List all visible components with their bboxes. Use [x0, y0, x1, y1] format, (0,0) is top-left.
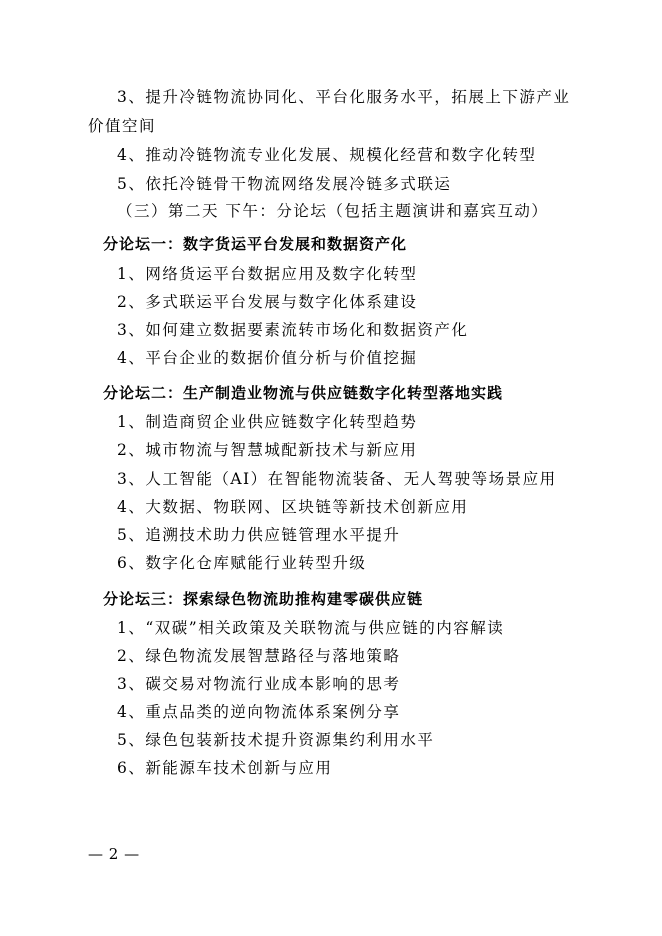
intro-item-3: 3、提升冷链物流协同化、平台化服务水平，拓展上下游产业 — [117, 88, 571, 106]
intro-item-5: 5、依托冷链骨干物流网络发展冷链多式联运 — [117, 175, 452, 193]
forum-2-item-6: 6、数字化仓库赋能行业转型升级 — [117, 554, 367, 572]
forum-3-item-2: 2、绿色物流发展智慧路径与落地策略 — [117, 647, 401, 665]
intro-item-3-continued: 价值空间 — [88, 117, 157, 135]
forum-1-item-4: 4、平台企业的数据价值分析与价值挖掘 — [117, 349, 418, 367]
forum-1-item-2: 2、多式联运平台发展与数字化体系建设 — [117, 293, 418, 311]
intro-item-4: 4、推动冷链物流专业化发展、规模化经营和数字化转型 — [117, 146, 537, 164]
forum-1-item-1: 1、网络货运平台数据应用及数字化转型 — [117, 265, 418, 283]
forum-2-item-5: 5、追溯技术助力供应链管理水平提升 — [117, 526, 401, 544]
forum-3-item-5: 5、绿色包装新技术提升资源集约利用水平 — [117, 731, 435, 749]
forum-2-item-4: 4、大数据、物联网、区块链等新技术创新应用 — [117, 498, 469, 516]
forum-3-item-3: 3、碳交易对物流行业成本影响的思考 — [117, 675, 401, 693]
forum-3-item-6: 6、新能源车技术创新与应用 — [117, 759, 333, 777]
forum-3-title: 分论坛三：探索绿色物流助推构建零碳供应链 — [103, 590, 424, 608]
forum-2-item-2: 2、城市物流与智慧城配新技术与新应用 — [117, 441, 418, 459]
forum-2-item-3: 3、人工智能（AI）在智能物流装备、无人驾驶等场景应用 — [117, 470, 557, 488]
section-heading: （三）第二天 下午：分论坛（包括主题演讲和嘉宾互动） — [117, 202, 549, 220]
page-number: — 2 — — [88, 845, 140, 863]
forum-3-item-1: 1、“双碳”相关政策及关联物流与供应链的内容解读 — [117, 619, 505, 637]
forum-2-title: 分论坛二：生产制造业物流与供应链数字化转型落地实践 — [103, 384, 504, 402]
forum-1-title: 分论坛一：数字货运平台发展和数据资产化 — [103, 235, 408, 253]
forum-2-item-1: 1、制造商贸企业供应链数字化转型趋势 — [117, 413, 418, 431]
forum-1-item-3: 3、如何建立数据要素流转市场化和数据资产化 — [117, 321, 469, 339]
forum-3-item-4: 4、重点品类的逆向物流体系案例分享 — [117, 703, 401, 721]
